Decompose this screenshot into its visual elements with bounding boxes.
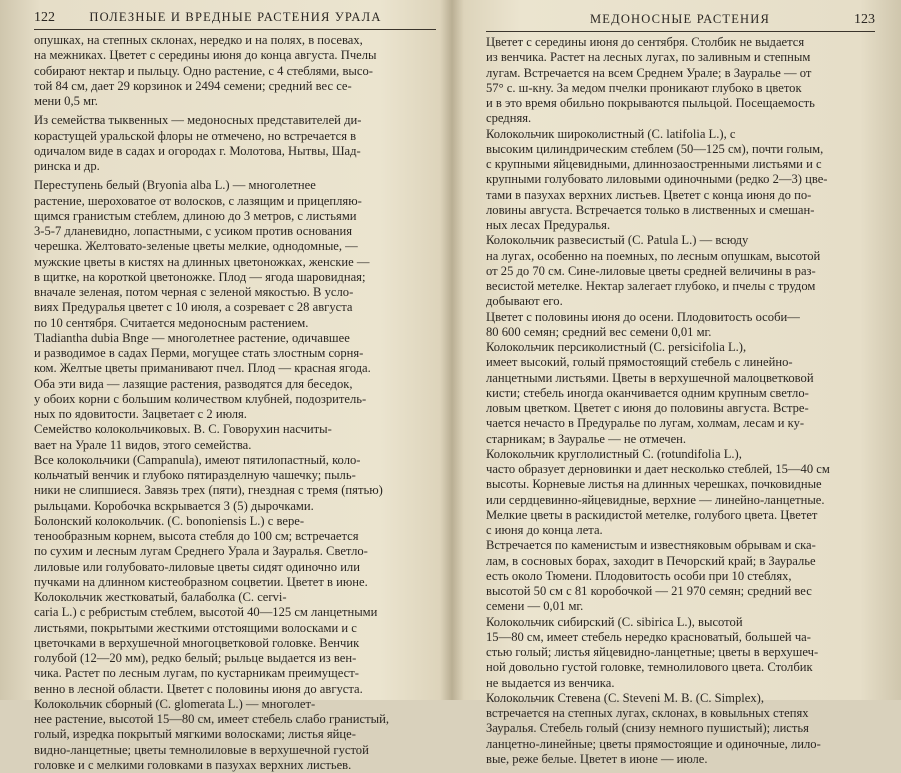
left-page-header: [34, 10, 436, 30]
text-line: Болонский колокольчик. (C. bononiensis L.) с вере-: [34, 513, 305, 528]
text-line: и разводимое в садах Перми, могущее стать злостным сорня-: [34, 346, 364, 360]
text-line: ной довольно густой головке, темнолилового цвета. Столбик: [486, 660, 813, 675]
text-line: ланцетно-линейные; цветы прямостоящие и одиночные, лило-: [486, 736, 821, 751]
text-line: часто образует дерновинки и дает несколько стеблей, 15—40 см: [486, 462, 830, 476]
text-line: ловины августа. Встречается только в лиственных и смешан-: [486, 202, 815, 217]
text-line: корастущей уральской флоры не отмечено, но встречается в: [34, 128, 357, 143]
text-line: высоты. Корневые листья на длинных черешках, почковидные: [486, 477, 822, 492]
text-line: 57° с. ш-кну. За медом пчелки проникают глубоко в цветок: [486, 80, 802, 95]
text-line: Из семейства тыквенных — медоносных представителей ди-: [34, 113, 362, 128]
text-line: ринска и др.: [34, 159, 100, 173]
text-line: или сердцевинно-яйцевидные, верхние — линейно-ланцетные.: [486, 492, 825, 507]
text-line: ловым цветком. Цветет с июня до половины августа. Встре-: [486, 401, 809, 415]
text-line: у обоих корни с большим количеством клубней, подозритель-: [34, 391, 367, 406]
text-line: видно-ланцетные; цветы темнолиловые в верхушечной густой: [34, 742, 369, 757]
text-line: чика. Растет по лесным лугам, по кустарникам преимущест-: [34, 666, 359, 681]
right-page-header: [486, 12, 875, 32]
text-line: Все колокольчики (Campanula), имеют пятилопастный, коло-: [34, 452, 361, 467]
right-page: [452, 0, 901, 766]
text-line: ных лесах Предуралья.: [486, 218, 611, 232]
text-line: ком. Желтые цветы приманивают пчел. Плод — красная ягода.: [34, 361, 371, 376]
text-line: 3-5-7 дланевидно, лопастными, с усиком против основания: [34, 224, 353, 238]
text-line: по сухим и лесным лугам Среднего Урала и Зауралья. Светло-: [34, 544, 368, 559]
text-line: листьями, покрытыми жесткими отстоящими волосками и с: [34, 620, 357, 635]
text-line: средняя.: [486, 111, 532, 126]
text-line: тами в пазухах верхних листьев. Цветет с конца июня до по-: [486, 187, 812, 202]
text-line: Колокольчик круглолистный C. (rotundifolia L.),: [486, 446, 742, 461]
text-line: головке и с мелкими головками в пазухах верхних листьев.: [34, 757, 352, 772]
text-line: высотой 50 см с 81 коробочкой — 21 970 семян; средний вес: [486, 584, 812, 598]
text-line: Колокольчик развесистый (C. Patula L.) — всюду: [486, 233, 749, 248]
text-line: Оба эти вида — лазящие растения, разводятся для беседок,: [34, 376, 353, 391]
text-line: Колокольчик широколистный (C. latifolia L.), с: [486, 126, 736, 141]
text-line: тенообразным корнем, высота стебля до 100 см; встречается: [34, 529, 359, 543]
right-page-text: [486, 35, 875, 767]
text-line: ных по ядовитости. Зацветает с 2 июля.: [34, 407, 247, 421]
left-page: [0, 0, 450, 772]
text-line: по 10 сентября. Считается медоносным растением.: [34, 315, 309, 330]
text-line: Колокольчик персиколистный (C. persicifolia L.),: [486, 340, 747, 354]
text-line: лугам. Встречается на всем Среднем Урале; в Зауралье — от: [486, 65, 812, 80]
text-line: Цветет с середины июня до сентября. Столбик не выдается: [486, 35, 805, 49]
text-line: Цветет с половины июня до осени. Плодовитость особи—: [486, 309, 800, 324]
text-line: имеет высокий, голый прямостоящий стебель с линейно-: [486, 355, 793, 370]
text-line: Колокольчик сибирский (C. sibirica L.), высотой: [486, 614, 743, 629]
text-line: опушках, на степных склонах, нередко и на полях, в посевах,: [34, 33, 363, 47]
text-line: чается нечасто в Предуралье по лугам, холмам, лесам и ку-: [486, 416, 805, 431]
text-line: голубой (12—20 мм), редко белый; рыльце выдается из вен-: [34, 651, 357, 665]
text-line: 15—80 см, имеет стебель нередко красноватый, большей ча-: [486, 629, 811, 644]
text-line: крупными голубовато лиловыми одиночными (редко 2—3) цве-: [486, 172, 828, 187]
text-line: мужские цветы в кистях на длинных цветоножках, женские —: [34, 254, 370, 269]
text-line: высоким цилиндрическим стеблем (50—125 см), почти голым,: [486, 141, 824, 156]
right-page-number: 123: [854, 12, 875, 27]
text-line: из венчика. Растет на лесных лугах, по заливным и степным: [486, 50, 811, 65]
text-line: лиловые или голубовато-лиловые цветы сидят одиночно или: [34, 559, 360, 574]
text-line: Встречается по каменистым и известняковым обрывам и ска-: [486, 538, 816, 553]
text-line: и в это время обильно покрываются пыльцой. Посещаемость: [486, 96, 815, 110]
text-line: одичалом виде в садах и огородах г. Молотова, Нытвы, Шад-: [34, 143, 361, 158]
text-line: вые, реже белые. Цветет в июне — июле.: [486, 751, 708, 766]
text-line: нее растение, высотой 15—80 см, имеет стебель слабо гранистый,: [34, 712, 389, 726]
text-line: собирают нектар и пыльцу. Одно растение, с 4 стеблями, высо-: [34, 63, 373, 78]
text-line: в щитке, на короткой цветоножке. Плод — ягода шаровидная;: [34, 269, 366, 284]
text-line: растение, шероховатое от волосков, с лазящим и прицепляю-: [34, 193, 362, 208]
text-line: Колокольчик Стевена (C. Steveni M. B. (C. Simplex),: [486, 690, 764, 705]
text-line: 80 600 семян; средний вес семени 0,01 мг.: [486, 324, 712, 339]
text-line: на лугах, особенно на поемных, по лесным опушкам, высотой: [486, 248, 821, 263]
text-line: не выдается из венчика.: [486, 675, 615, 690]
text-line: старникам; в Зауралье — не отмечен.: [486, 431, 687, 446]
text-line: Переступень белый (Bryonia alba L.) — многолетнее: [34, 178, 316, 193]
text-line: щимся гранистым стеблем, длиною до 3 метров, с листьями: [34, 208, 357, 223]
text-line: виях Предуралья цветет с 10 июля, а созревает с 28 августа: [34, 300, 353, 315]
text-line: ники не слипшиеся. Завязь трех (пяти), гнездная с тремя (пятью): [34, 483, 383, 498]
text-line: на межниках. Цветет с середины июня до конца августа. Пчелы: [34, 48, 377, 63]
text-line: Мелкие цветы в раскидистой метелке, голубого цвета. Цветет: [486, 507, 818, 522]
text-line: встречается на степных лугах, склонах, в ковыльных степях: [486, 706, 809, 720]
text-line: Семейство колокольчиковых. В. С. Говорухин насчиты-: [34, 422, 332, 437]
text-line: цветочками в верхушечной многоцветковой головке. Венчик: [34, 635, 360, 650]
text-line: Tladiantha dubia Bnge — многолетнее растение, одичавшее: [34, 330, 350, 345]
text-line: черешка. Желтовато-зеленые цветы мелкие, однодомные, —: [34, 239, 358, 254]
left-page-text: [34, 33, 436, 773]
text-line: кольчатый венчик и глубоко пятиразделную чашечку; пыль-: [34, 468, 356, 482]
text-line: венно в лесной области. Цветет с половины июня до августа.: [34, 681, 363, 696]
text-line: с крупными яйцевидными, длиннозаостренными листьями и с: [486, 157, 822, 171]
text-line: Колокольчик сборный (C. glomerata L.) — многолет-: [34, 696, 316, 711]
text-line: вначале зеленая, потом черная с зеленой мякостью. В усло-: [34, 285, 354, 299]
text-line: вает на Урале 11 видов, этого семейства.: [34, 437, 252, 452]
right-running-head: МЕДОНОСНЫЕ РАСТЕНИЯ: [589, 12, 771, 26]
text-line: caria L.) с ребристым стеблем, высотой 40—125 см ланцетными: [34, 605, 378, 620]
text-line: мени 0,5 мг.: [34, 94, 98, 108]
text-line: стью голый; листья яйцевидно-ланцетные; цветы в верхушеч-: [486, 645, 819, 659]
text-line: Зауралья. Стебель голый (снизу немного пушистый); листья: [486, 721, 809, 736]
text-line: семени — 0,01 мг.: [486, 599, 584, 614]
left-running-head: ПОЛЕЗНЫЕ И ВРЕДНЫЕ РАСТЕНИЯ УРАЛА: [89, 10, 382, 24]
text-line: рыльцами. Коробочка вскрывается 3 (5) дырочками.: [34, 498, 314, 513]
text-line: лам, в сосновых борах, заходит в Печорский край; в Зауралье: [486, 553, 816, 568]
text-line: голый, изредка покрытый мягкими волосками; листья яйце-: [34, 727, 356, 742]
text-line: от 25 до 70 см. Сине-лиловые цветы средней величины в раз-: [486, 263, 816, 278]
text-line: с июня до конца лета.: [486, 523, 603, 537]
text-line: пучками на длинном кистеобразном соцветии. Цветет в июне.: [34, 574, 368, 589]
text-line: кисти; стебель иногда оканчивается одним крупным светло-: [486, 385, 809, 400]
left-page-number: 122: [34, 10, 55, 25]
text-line: есть около Тюмени. Плодовитость особи при 10 стеблях,: [486, 568, 792, 583]
text-line: ланцетными листьями. Цветы в верхушечной малоцветковой: [486, 370, 814, 385]
text-line: Колокольчик жестковатый, балаболка (C. cervi-: [34, 590, 287, 604]
text-line: добывают его.: [486, 294, 563, 309]
text-line: той 84 см, дает 29 корзинок и 2494 семени; средний вес се-: [34, 78, 352, 93]
text-line: весистой метелке. Нектар залегает глубоко, и пчелы с трудом: [486, 279, 816, 293]
